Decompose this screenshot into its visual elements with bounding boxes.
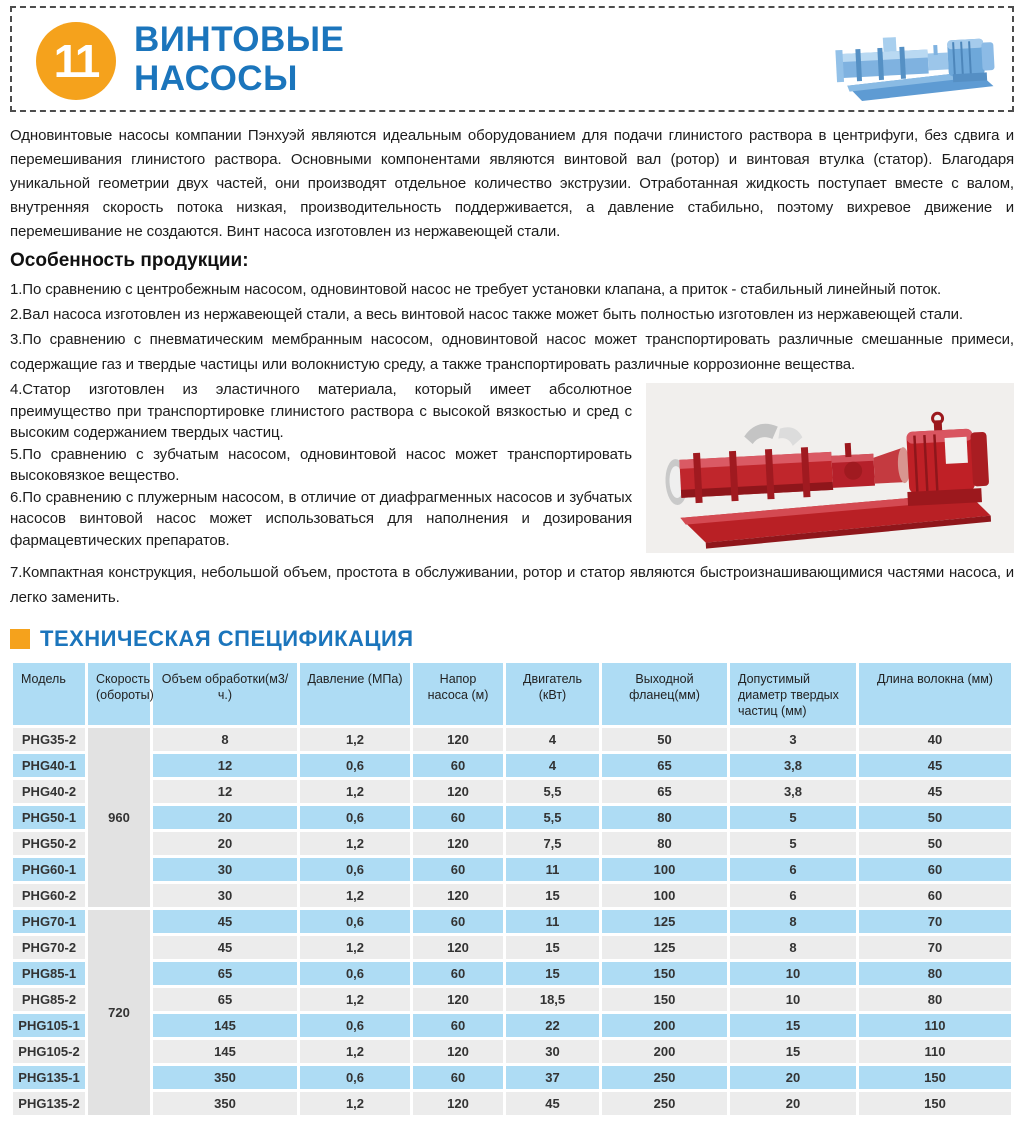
value-cell: 0,6 bbox=[300, 910, 410, 933]
value-cell: 150 bbox=[859, 1066, 1011, 1089]
value-cell: 120 bbox=[413, 1040, 503, 1063]
value-cell: 150 bbox=[859, 1092, 1011, 1115]
table-row bbox=[13, 988, 1011, 1011]
feature-item-1: 1.По сравнению с центробежным насосом, одновинтовой насос не требует установки клапана, а приток - стабильный линейный поток. bbox=[10, 281, 942, 298]
feature-item-5: 5.По сравнению с зубчатым насосом, одновинтовой насос может транспортировать высоковязкое вещество. bbox=[10, 445, 632, 484]
value-cell: 60 bbox=[413, 910, 503, 933]
red-pump-photo bbox=[646, 383, 1014, 553]
value-cell: 3 bbox=[730, 728, 856, 751]
value-cell: 18,5 bbox=[506, 988, 599, 1011]
column-header: Давление (МПа) bbox=[300, 663, 410, 725]
model-cell: PHG135-1 bbox=[13, 1066, 85, 1089]
value-cell: 120 bbox=[413, 884, 503, 907]
value-cell: 110 bbox=[859, 1040, 1011, 1063]
column-header: Двигатель (кВт) bbox=[506, 663, 599, 725]
table-row bbox=[13, 1092, 1011, 1115]
model-cell: PHG135-2 bbox=[13, 1092, 85, 1115]
page-title-line1: ВИНТОВЫЕ bbox=[134, 20, 345, 59]
feature-item-3: 3.По сравнению с пневматическим мембранным насосом, одновинтовой насос может транспортировать различные смешанные примеси, содержащие газ и твердые частицы или волокнистую среду, а также транспортировать различные коррозионне вещества. bbox=[10, 331, 1014, 373]
value-cell: 80 bbox=[859, 962, 1011, 985]
value-cell: 5 bbox=[730, 832, 856, 855]
feature-item-4: 4.Статор изготовлен из эластичного материала, который имеет абсолютное преимущество при транспортировке глинистого раствора с высокой вязкостью и сред с высоким содержанием твердых частиц. bbox=[10, 381, 632, 441]
speed-cell: 960 bbox=[88, 728, 150, 907]
model-cell: PHG50-1 bbox=[13, 806, 85, 829]
value-cell: 0,6 bbox=[300, 754, 410, 777]
value-cell: 15 bbox=[506, 962, 599, 985]
value-cell: 8 bbox=[730, 936, 856, 959]
column-header: Длина волокна (мм) bbox=[859, 663, 1011, 725]
value-cell: 30 bbox=[506, 1040, 599, 1063]
table-row bbox=[13, 1040, 1011, 1063]
value-cell: 50 bbox=[859, 806, 1011, 829]
model-cell: PHG70-2 bbox=[13, 936, 85, 959]
column-header: Скорость (обороты) bbox=[88, 663, 150, 725]
table-row bbox=[13, 728, 1011, 751]
table-row bbox=[13, 806, 1011, 829]
value-cell: 0,6 bbox=[300, 962, 410, 985]
value-cell: 110 bbox=[859, 1014, 1011, 1037]
section-number-badge bbox=[36, 22, 116, 100]
model-cell: PHG85-2 bbox=[13, 988, 85, 1011]
value-cell: 4 bbox=[506, 728, 599, 751]
value-cell: 250 bbox=[602, 1066, 727, 1089]
spec-table-head bbox=[13, 663, 1011, 725]
section-header-banner bbox=[10, 6, 1014, 112]
model-cell: PHG105-2 bbox=[13, 1040, 85, 1063]
value-cell: 120 bbox=[413, 988, 503, 1011]
value-cell: 6 bbox=[730, 858, 856, 881]
value-cell: 20 bbox=[153, 806, 297, 829]
value-cell: 0,6 bbox=[300, 806, 410, 829]
value-cell: 60 bbox=[413, 1066, 503, 1089]
value-cell: 6 bbox=[730, 884, 856, 907]
value-cell: 1,2 bbox=[300, 728, 410, 751]
value-cell: 15 bbox=[506, 936, 599, 959]
column-header: Выходной фланец(мм) bbox=[602, 663, 727, 725]
table-row bbox=[13, 1066, 1011, 1089]
value-cell: 120 bbox=[413, 1092, 503, 1115]
value-cell: 7,5 bbox=[506, 832, 599, 855]
value-cell: 1,2 bbox=[300, 1040, 410, 1063]
orange-square-icon bbox=[10, 629, 30, 649]
value-cell: 1,2 bbox=[300, 1092, 410, 1115]
value-cell: 30 bbox=[153, 884, 297, 907]
value-cell: 0,6 bbox=[300, 1014, 410, 1037]
value-cell: 10 bbox=[730, 988, 856, 1011]
column-header: Напор насоса (м) bbox=[413, 663, 503, 725]
value-cell: 45 bbox=[506, 1092, 599, 1115]
value-cell: 120 bbox=[413, 728, 503, 751]
feature-item-6: 6.По сравнению с плужерным насосом, в отличие от диафрагменных насосов и зубчатых насосов винтовой насос может использоваться для наполнения и дозирования фармацевтических препаратов. bbox=[10, 488, 632, 549]
value-cell: 15 bbox=[730, 1014, 856, 1037]
column-header: Допустимый диаметр твердых частиц (мм) bbox=[730, 663, 856, 725]
spec-table bbox=[10, 660, 1014, 1118]
table-row bbox=[13, 858, 1011, 881]
value-cell: 5 bbox=[730, 806, 856, 829]
red-pump-image bbox=[650, 386, 1010, 550]
speed-cell: 720 bbox=[88, 910, 150, 1115]
model-cell: PHG85-1 bbox=[13, 962, 85, 985]
table-row bbox=[13, 1014, 1011, 1037]
column-header: Модель bbox=[13, 663, 85, 725]
value-cell: 8 bbox=[153, 728, 297, 751]
value-cell: 20 bbox=[730, 1066, 856, 1089]
value-cell: 350 bbox=[153, 1092, 297, 1115]
value-cell: 65 bbox=[602, 780, 727, 803]
value-cell: 20 bbox=[730, 1092, 856, 1115]
value-cell: 60 bbox=[413, 806, 503, 829]
value-cell: 1,2 bbox=[300, 884, 410, 907]
value-cell: 50 bbox=[859, 832, 1011, 855]
feature-item-7: 7.Компактная конструкция, небольшой объем, простота в обслуживании, ротор и статор являются быстроизнашивающимися частями насоса, и легко заменить. bbox=[10, 564, 1014, 606]
value-cell: 80 bbox=[859, 988, 1011, 1011]
value-cell: 60 bbox=[413, 962, 503, 985]
table-row bbox=[13, 884, 1011, 907]
table-row bbox=[13, 754, 1011, 777]
spec-heading bbox=[10, 626, 1014, 652]
value-cell: 60 bbox=[859, 884, 1011, 907]
value-cell: 3,8 bbox=[730, 754, 856, 777]
page-title-line2: НАСОСЫ bbox=[134, 59, 298, 98]
table-row bbox=[13, 832, 1011, 855]
table-row bbox=[13, 910, 1011, 933]
value-cell: 100 bbox=[602, 884, 727, 907]
value-cell: 4 bbox=[506, 754, 599, 777]
value-cell: 10 bbox=[730, 962, 856, 985]
value-cell: 22 bbox=[506, 1014, 599, 1037]
features-with-photo-row bbox=[10, 379, 1014, 553]
value-cell: 15 bbox=[730, 1040, 856, 1063]
value-cell: 12 bbox=[153, 754, 297, 777]
value-cell: 1,2 bbox=[300, 936, 410, 959]
section-number: 11 bbox=[53, 35, 99, 87]
spec-table-body bbox=[13, 728, 1011, 1115]
value-cell: 65 bbox=[153, 962, 297, 985]
value-cell: 8 bbox=[730, 910, 856, 933]
value-cell: 145 bbox=[153, 1014, 297, 1037]
value-cell: 11 bbox=[506, 858, 599, 881]
value-cell: 11 bbox=[506, 910, 599, 933]
column-header: Объем обработки(м3/ч.) bbox=[153, 663, 297, 725]
value-cell: 80 bbox=[602, 806, 727, 829]
value-cell: 145 bbox=[153, 1040, 297, 1063]
value-cell: 45 bbox=[859, 780, 1011, 803]
page-title bbox=[134, 20, 344, 98]
value-cell: 120 bbox=[413, 832, 503, 855]
value-cell: 5,5 bbox=[506, 806, 599, 829]
model-cell: PHG60-2 bbox=[13, 884, 85, 907]
table-row bbox=[13, 962, 1011, 985]
value-cell: 45 bbox=[859, 754, 1011, 777]
value-cell: 45 bbox=[153, 936, 297, 959]
value-cell: 60 bbox=[413, 754, 503, 777]
spec-table-header-row bbox=[13, 663, 1011, 725]
value-cell: 200 bbox=[602, 1014, 727, 1037]
value-cell: 1,2 bbox=[300, 832, 410, 855]
model-cell: PHG105-1 bbox=[13, 1014, 85, 1037]
value-cell: 70 bbox=[859, 936, 1011, 959]
value-cell: 250 bbox=[602, 1092, 727, 1115]
value-cell: 60 bbox=[413, 858, 503, 881]
value-cell: 20 bbox=[153, 832, 297, 855]
table-row bbox=[13, 780, 1011, 803]
model-cell: PHG70-1 bbox=[13, 910, 85, 933]
value-cell: 100 bbox=[602, 858, 727, 881]
value-cell: 350 bbox=[153, 1066, 297, 1089]
value-cell: 200 bbox=[602, 1040, 727, 1063]
value-cell: 1,2 bbox=[300, 780, 410, 803]
value-cell: 65 bbox=[602, 754, 727, 777]
value-cell: 70 bbox=[859, 910, 1011, 933]
model-cell: PHG50-2 bbox=[13, 832, 85, 855]
value-cell: 60 bbox=[859, 858, 1011, 881]
feature-item-2: 2.Вал насоса изготовлен из нержавеющей стали, а весь винтовой насос также может быть полностью изготовлен из нержавеющей стали. bbox=[10, 306, 963, 323]
value-cell: 30 bbox=[153, 858, 297, 881]
value-cell: 3,8 bbox=[730, 780, 856, 803]
value-cell: 150 bbox=[602, 988, 727, 1011]
value-cell: 120 bbox=[413, 780, 503, 803]
model-cell: PHG40-2 bbox=[13, 780, 85, 803]
value-cell: 0,6 bbox=[300, 1066, 410, 1089]
features-side-column bbox=[10, 379, 632, 551]
value-cell: 45 bbox=[153, 910, 297, 933]
model-cell: PHG60-1 bbox=[13, 858, 85, 881]
value-cell: 15 bbox=[506, 884, 599, 907]
spec-heading-label: ТЕХНИЧЕСКАЯ СПЕЦИФИКАЦИЯ bbox=[40, 626, 414, 651]
value-cell: 12 bbox=[153, 780, 297, 803]
value-cell: 125 bbox=[602, 936, 727, 959]
intro-paragraph: Одновинтовые насосы компании Пэнхуэй являются идеальным оборудованием для подачи глинистого раствора в центрифуги, без сдвига и перемешивания глинистого раствора. Основными компонентами являются винтовой вал (ротор) и винтовая втулка (статор). Благодаря уникальной геометрии двух частей, они производят отдельное количество экструзии. Отработанная жидкость поступает вместе с валом, внутренняя скорость потока низкая, производительность поддерживается, а давление стабильно, поэтому вихревое движение и перемешивание не создаются. Винт насоса изготовлен из нержавеющей стали. bbox=[10, 127, 1014, 240]
value-cell: 1,2 bbox=[300, 988, 410, 1011]
value-cell: 125 bbox=[602, 910, 727, 933]
value-cell: 5,5 bbox=[506, 780, 599, 803]
table-row bbox=[13, 936, 1011, 959]
value-cell: 65 bbox=[153, 988, 297, 1011]
value-cell: 150 bbox=[602, 962, 727, 985]
value-cell: 120 bbox=[413, 936, 503, 959]
value-cell: 60 bbox=[413, 1014, 503, 1037]
value-cell: 0,6 bbox=[300, 858, 410, 881]
features-heading: Особенность продукции: bbox=[10, 250, 249, 271]
blue-pump-image bbox=[834, 16, 1002, 104]
value-cell: 40 bbox=[859, 728, 1011, 751]
value-cell: 37 bbox=[506, 1066, 599, 1089]
model-cell: PHG40-1 bbox=[13, 754, 85, 777]
model-cell: PHG35-2 bbox=[13, 728, 85, 751]
value-cell: 50 bbox=[602, 728, 727, 751]
value-cell: 80 bbox=[602, 832, 727, 855]
